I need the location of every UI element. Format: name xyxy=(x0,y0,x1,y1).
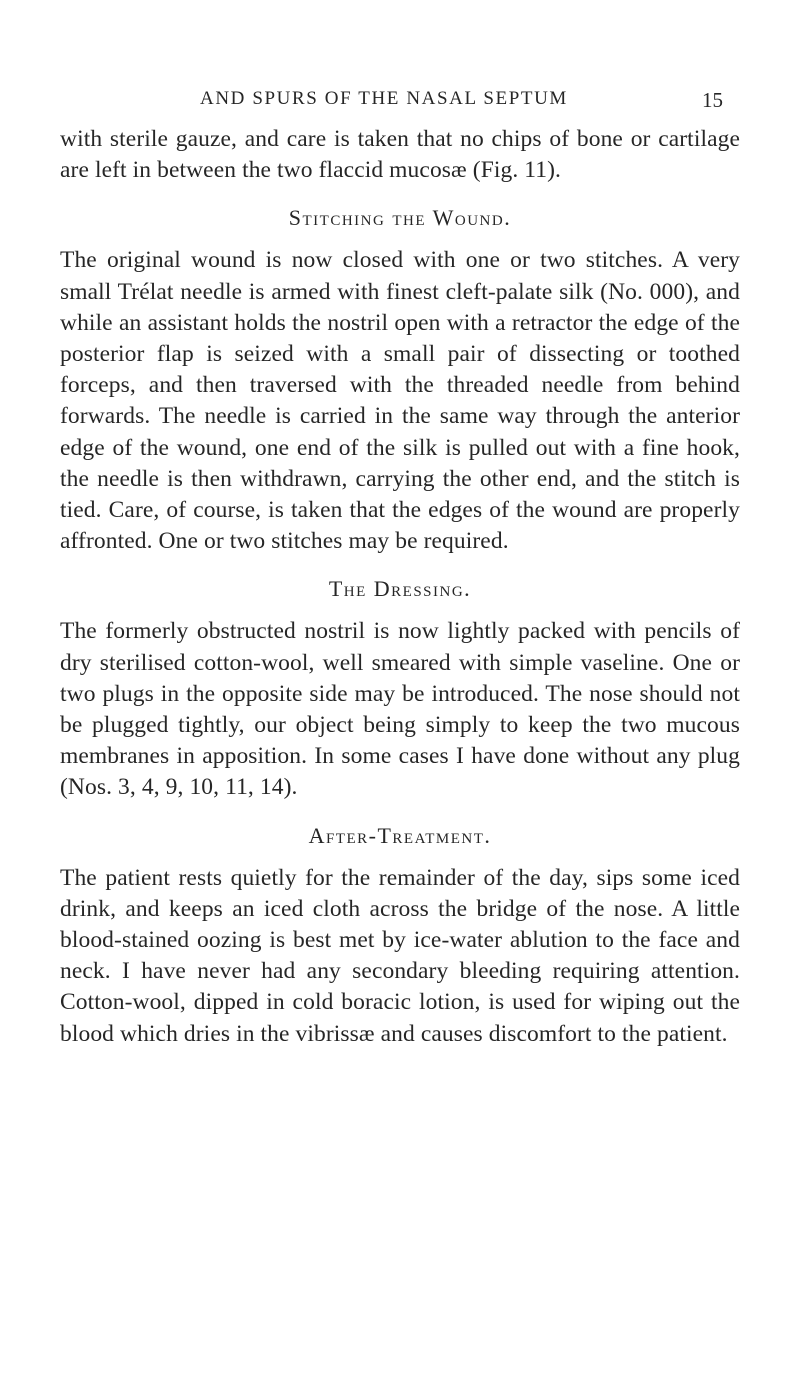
body-text xyxy=(60,124,740,1050)
section-heading-after-treatment: After-Treatment. xyxy=(308,822,492,848)
section-paragraph-dressing: The formerly obstructed nostril is now lightly packed with pencils of dry sterilised cotton-wool, well smeared with simple vaseline. One or two plugs in the opposite side may be introduced. The nose should not be plugged tightly, our object being simply to keep the two mucous membranes in apposition. In some cases I have done without any plug (Nos. 3, 4, 9, 10, 11, 14). xyxy=(60,618,740,801)
opening-paragraph: with sterile gauze, and care is taken that no chips of bone or cartilage are left in between the two flaccid mucosæ (Fig. 11). xyxy=(60,126,740,184)
running-title: AND SPURS OF THE NASAL SEPTUM xyxy=(200,88,568,109)
section-heading-stitching: Stitching the Wound. xyxy=(288,205,512,231)
page-number: 15 xyxy=(702,88,723,112)
running-header xyxy=(0,88,800,114)
section-paragraph-after-treatment: The patient rests quietly for the remainder of the day, sips some iced drink, and keeps an iced cloth across the bridge of the nose. A little blood-stained oozing is best met by ice-water ablution to the face and neck. I have never had any secondary bleeding requiring attention. Cotton-wool, dipped in cold boracic lotion, is used for wiping out the blood which dries in the vibrissæ and causes discomfort to the patient. xyxy=(60,864,740,1047)
section-paragraph-stitching: The original wound is now closed with one or two stitches. A very small Trélat needle is armed with finest cleft-palate silk (No. 000), and while an assistant holds the nostril open with a retractor the edge of the posterior flap is seized with a small pair of dissecting or toothed forceps, and then traversed with the threaded needle from behind forwards. The needle is carried in the same way through the anterior edge of the wound, one end of the silk is pulled out with a fine hook, the needle is then withdrawn, carrying the other end, and the stitch is tied. Care, of course, is taken that the edges of the wound are properly affronted. One or two stitches may be required. xyxy=(60,247,740,555)
section-heading-dressing: The Dressing. xyxy=(328,576,472,602)
